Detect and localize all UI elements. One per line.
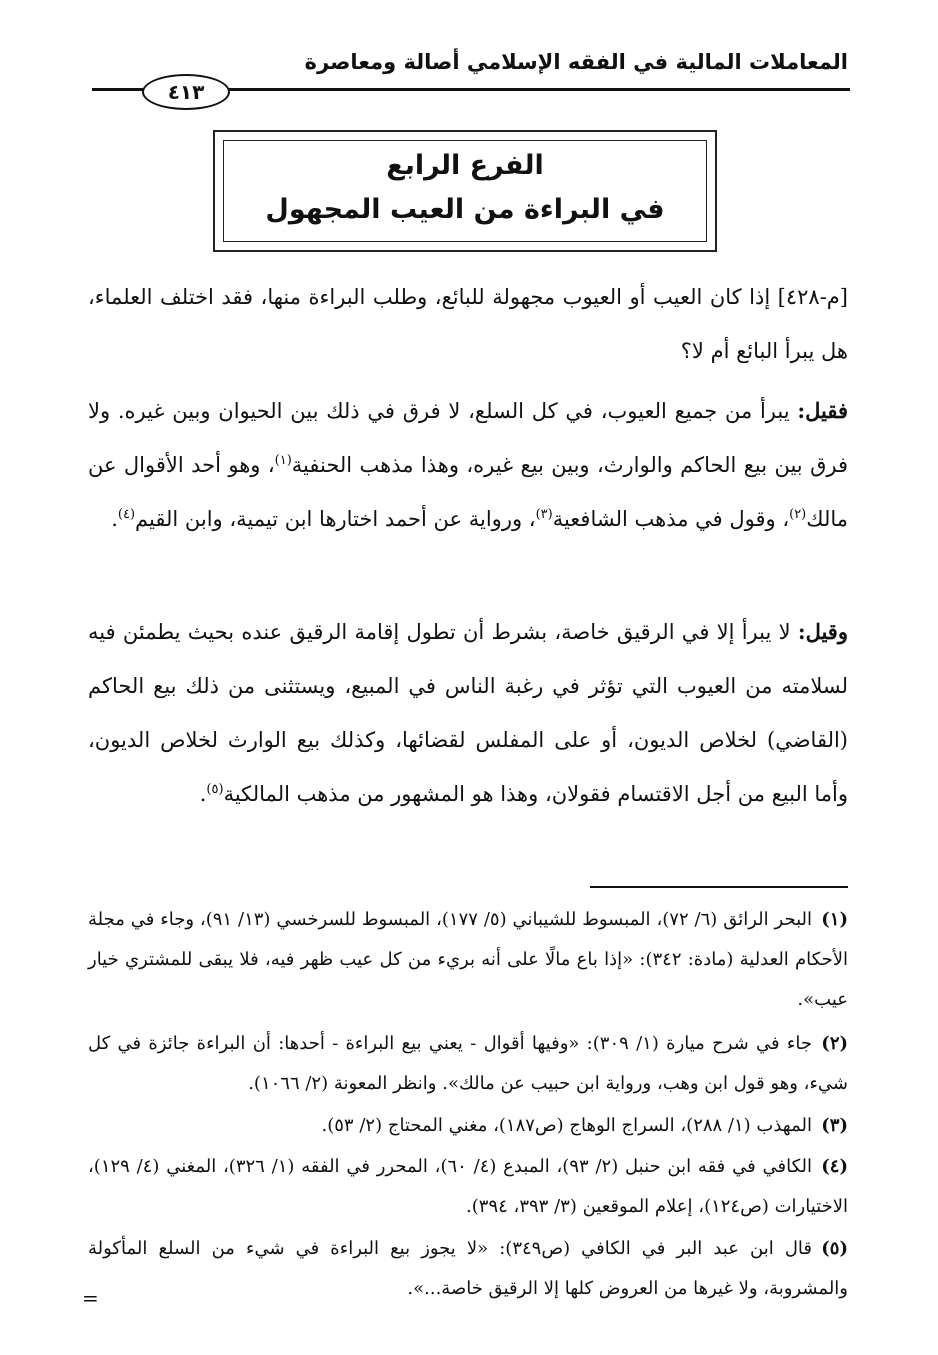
second-opinion-text-b: . — [199, 782, 207, 806]
running-header-title: المعاملات المالية في الفقه الإسلامي أصالة ومعاصرة — [304, 50, 848, 74]
section-title-line-1: الفرع الرابع — [386, 150, 544, 181]
first-opinion-text-a: يبرأ من جميع العيوب، في كل السلع، لا فرق في ذلك بين الحيوان وبين غيره. ولا فرق بين بيع الحاكم والوارث، وبين بيع غيره، وهذا مذهب الحنفية — [88, 399, 848, 477]
footnote-ref-3[interactable]: (٣) — [535, 507, 553, 522]
footnote-number: (١) — [821, 909, 848, 930]
footnote-text: المهذب (١/ ٢٨٨)، السراج الوهاج (ص١٨٧)، مغني المحتاج (٢/ ٥٣). — [321, 1115, 812, 1136]
footnote-separator — [590, 886, 848, 888]
first-opinion-lead: فقيل: — [797, 398, 848, 423]
footnote-5 — [88, 1229, 848, 1309]
footnote-4 — [88, 1147, 848, 1227]
footnote-number: (٤) — [821, 1156, 848, 1177]
footnote-text: جاء في شرح ميارة (١/ ٣٠٩): «وفيها أقوال - يعني بيع البراءة - أحدها: أن البراءة جائزة في كل شيء، وهو قول ابن وهب، ورواية ابن حبيب عن مالك». وانظر المعونة (٢/ ١٠٦٦). — [88, 1033, 848, 1094]
footnote-number: (٢) — [821, 1033, 849, 1054]
footnote-ref-1[interactable]: (١) — [274, 453, 292, 468]
first-opinion-text-d: ، ورواية عن أحمد اختارها ابن تيمية، وابن القيم — [135, 507, 536, 531]
footnote-number: (٥) — [821, 1238, 848, 1259]
section-title-line-2: في البراءة من العيب المجهول — [265, 194, 665, 225]
first-opinion-text-b: ، وهو أحد الأقوال عن مالك — [88, 453, 848, 531]
footnote-1 — [88, 900, 848, 1020]
footnote-ref-5[interactable]: (٥) — [206, 782, 224, 797]
footnote-ref-2[interactable]: (٢) — [789, 507, 807, 522]
section-title-frame — [213, 130, 717, 252]
footnote-ref-4[interactable]: (٤) — [117, 507, 136, 522]
paragraph-issue — [88, 270, 848, 378]
page-number-badge: ٤١٣ — [142, 74, 230, 110]
footnote-text: الكافي في فقه ابن حنبل (٢/ ٩٣)، المبدع (٤/ ٦٠)، المحرر في الفقه (١/ ٣٢٦)، المغني (٤/ ١٢٩)، الاختيارات (ص١٢٤)، إعلام الموقعين (٣/ ٣٩٣، ٣٩٤). — [88, 1156, 848, 1217]
paragraph-first-opinion — [88, 384, 848, 546]
second-opinion-lead: وقيل: — [797, 619, 848, 644]
footnote-text: قال ابن عبد البر في الكافي (ص٣٤٩): «لا يجوز بيع البراءة في شيء من السلع المأكولة والمشروبة، ولا غيرها من العروض كلها إلا الرقيق خاصة...». — [88, 1238, 848, 1299]
footnote-text: البحر الرائق (٦/ ٧٢)، المبسوط للشيباني (٥/ ١٧٧)، المبسوط للسرخسي (١٣/ ٩١)، وجاء في مجلة الأحكام العدلية (مادة: ٣٤٢): «إذا باع مالًا على أنه بريء من كل عيب ظهر فيه، فلا يبقى للمشتري خيار عيب». — [88, 909, 848, 1010]
paragraph-issue-text: [م-٤٢٨] إذا كان العيب أو العيوب مجهولة للبائع، وطلب البراءة منها، فقد اختلف العلماء، هل يبرأ البائع أم لا؟ — [88, 285, 848, 363]
footnote-3 — [88, 1106, 848, 1146]
footnote-2 — [88, 1024, 848, 1104]
paragraph-second-opinion — [88, 605, 848, 821]
first-opinion-text-e: . — [111, 507, 118, 531]
footnote-number: (٣) — [821, 1115, 848, 1136]
footnote-continuation-mark: = — [82, 1286, 99, 1310]
first-opinion-text-c: ، وقول في مذهب الشافعية — [552, 507, 790, 531]
second-opinion-text-a: لا يبرأ إلا في الرقيق خاصة، بشرط أن تطول إقامة الرقيق عنده بحيث يطمئن فيه لسلامته من العيوب التي تؤثر في رغبة الناس في المبيع، ويستثنى من ذلك بيع الحاكم (القاضي) لخلاص الديون، أو على المفلس لقضائها، وكذلك بيع الوارث لخلاص الديون، وأما البيع من أجل الاقتسام فقولان، وهذا هو المشهور من مذهب المالكية — [88, 620, 848, 806]
